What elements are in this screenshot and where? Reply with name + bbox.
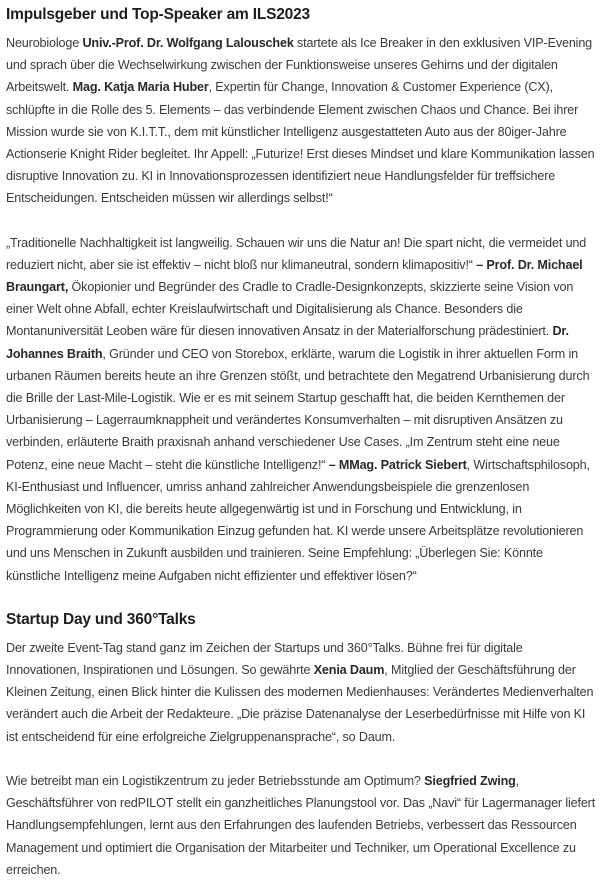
text-run: , Expertin für Change, Innovation & Customer Experience (CX), schlüpfte in die Rolle des 5. Elements – das verbindende Element zwischen Chaos und Chance. Bei ihrer Mission wurde sie von K.I.T.T., dem mit künstlicher Intelligenz ausgestatteten Auto aus der 80iger-Jahre Actionserie Knight Rider begleitet. Ihr Appell: „Futurize! Erst dieses Mindset und klare Kommunikation lassen disruptive Innovation zu. KI in Innovationsprozessen identifiziert neue Handlungsfelder für treffsichere Entscheidungen. Entscheiden müssen wir allerdings selbst!“ bbox=[6, 80, 595, 206]
speaker-name: – MMag. Patrick Siebert bbox=[328, 457, 467, 472]
section-heading-impulsgeber: Impulsgeber und Top-Speaker am ILS2023 bbox=[6, 6, 310, 23]
text-run: „Traditionelle Nachhaltigkeit ist langweilig. Schauen wir uns die Natur an! Die spart nicht, die vermeidet und reduziert nicht, aber sie ist effektiv – nicht bloß nur klimaneutral, sondern klimapositiv!“ bbox=[6, 235, 587, 272]
paragraph-speakers-quotes bbox=[6, 232, 596, 587]
text-run: , Wirtschaftsphilosoph, KI-Enthusiast und Influencer, umriss anhand zahlreicher Anwendungsbeispiele die grenzenlosen Möglichkeiten von KI, die bereits heute allgegenwärtig ist und in Forschung und Entwicklung, in Programmierung oder Kommunikation Einzug gefunden hat. KI werde unsere Arbeitsplätze revolutionieren und uns Menschen in Zukunft ausbilden und trainieren. Seine Empfehlung: „Überlegen Sie: Könnte künstliche Intelligenz meine Aufgaben nicht effizienter und effektiver lösen?“ bbox=[6, 457, 590, 583]
speaker-name: Dr. Johannes Braith bbox=[6, 324, 569, 361]
text-run: Neurobiologe bbox=[6, 36, 83, 50]
text-run: , Geschäftsführer von redPILOT stellt ein ganzheitliches Planungstool vor. Das „Navi“ für Lagermanager liefert Handlungsempfehlungen, lernt aus den Erfahrungen des laufenden Betriebs, verbessert das Ressourcen Management und optimiert die Organisation der Mitarbeiter und Techniker, um Operational Excellence zu erreichen. bbox=[6, 773, 596, 877]
speaker-name: Siegfried Zwing bbox=[424, 773, 516, 788]
paragraph-startup-day bbox=[6, 637, 596, 748]
text-run: Ökopionier und Begründer des Cradle to Cradle-Designkonzepts, skizzierte seine Vision von einer Welt ohne Abfall, echter Kreislaufwirtschaft und Digitalisierung als Chance. Besonders die Montanuniversität Leoben wäre für diesen innovativen Ansatz in der Materialforschung prädestiniert. bbox=[6, 280, 574, 339]
section-heading-startup-day: Startup Day und 360°Talks bbox=[6, 610, 196, 628]
speaker-name: Xenia Daum bbox=[313, 663, 385, 678]
speaker-name: Univ.-Prof. Dr. Wolfgang Lalouschek bbox=[82, 36, 294, 50]
text-run: Der zweite Event-Tag stand ganz im Zeichen der Startups und 360°Talks. Bühne frei für digitale Innovationen, Inspirationen und Lösungen. So gewährte bbox=[6, 640, 523, 678]
paragraph-logistics bbox=[6, 770, 596, 881]
speaker-name: – Prof. Dr. Michael Braungart, bbox=[6, 257, 583, 295]
text-run: , Gründer und CEO von Storebox, erklärte, warum die Logistik in ihrer aktuellen Form in urbanen Räumen bereits heute an ihre Grenzen stößt, und betrachtete den Megatrend Urbanisierung durch die Brille der Last-Mile-Logistik. Wie er es mit seinem Startup geschafft hat, die beiden Kernthemen der Urbanisierung – Lagerraumknappheit und verändertes Konsumverhalten – mit disruptiven Ansätzen zu verbinden, erläuterte Braith praxisnah anhand verschiedener Use Cases. „Im Zentrum steht eine neue Potenz, eine neue Macht – steht die künstliche Intelligenz!“ bbox=[6, 346, 590, 472]
speaker-name: Mag. Katja Maria Huber bbox=[72, 80, 209, 95]
text-run: Wie betreibt man ein Logistikzentrum zu jeder Betriebsstunde am Optimum? bbox=[6, 773, 425, 788]
text-run: startete als Ice Breaker in den exklusiven VIP-Evening und sprach über die Wechselwirkung zwischen der Funktionsweise unseres Gehirns und der digitalen Arbeitswelt. bbox=[6, 36, 593, 95]
paragraph-speakers-intro bbox=[6, 32, 596, 210]
text-run: , Mitglied der Geschäftsführung der Kleinen Zeitung, einen Blick hinter die Kulissen des modernen Medienhauses: Verändertes Medienverhalten verändert auch die Arbeit der Redakteure. „Die präzise Datenanalyse der Leserbedürfnisse mit Hilfe von KI ist entscheidend für eine erfolgreiche Zielgruppenansprache“, so Daum. bbox=[6, 663, 594, 744]
